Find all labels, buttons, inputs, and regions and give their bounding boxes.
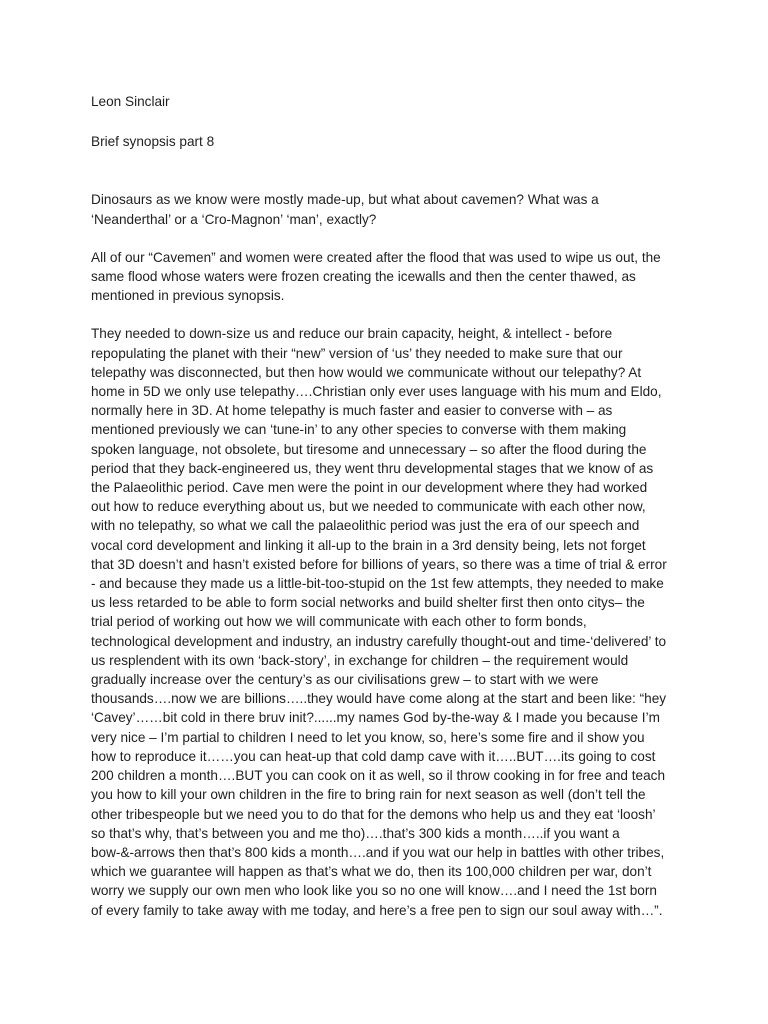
paragraph-line: ‘Cavey’……bit cold in there bruv init?......my names God by-the-way & I made you because I’m (91, 710, 660, 726)
author-name: Leon Sinclair (91, 94, 170, 109)
paragraph-line: you how to kill your own children in the fire to bring rain for next season as well (don’t tell the (91, 787, 646, 803)
paragraph-line: telepathy was disconnected, but then how would we communicate without our telepathy? At (91, 364, 642, 380)
paragraph-line: bow-&-arrows then that’s 800 kids a month….and if you wat our help in battles with other tribes, (91, 844, 665, 860)
paragraph-line: out how to reduce everything about us, but we needed to communicate with each other now, (91, 499, 646, 515)
document-subtitle: Brief synopsis part 8 (91, 134, 215, 150)
paragraph-line: the Palaeolithic period. Cave men were the point in our development where they had worked (91, 480, 648, 496)
paragraph-line: worry we supply our own men who look like you so no one will know….and I need the 1st born (91, 883, 657, 899)
paragraph-line: us less retarded to be able to form social networks and build shelter first then onto citys– the (91, 595, 645, 611)
document-page (91, 92, 681, 939)
paragraph-line: us resplendent with its own ‘back-story’, in exchange for children – the requirement would (91, 652, 629, 668)
document-body (91, 190, 681, 919)
paragraph-line: mentioned previously we can ‘tune-in’ to any other species to converse with them making (91, 422, 627, 438)
paragraph-line: very nice – I’m partial to children I need to let you know, so, here’s some fire and il show you (91, 729, 645, 745)
paragraph-line: 200 children a month….BUT you can cook on it as well, so il throw cooking in for free and teach (91, 768, 666, 784)
paragraph-line: repopulating the planet with their “new” version of ‘us’ they needed to make sure that our (91, 345, 623, 361)
paragraph-line: thousands….now we are billions…..they would have come along at the start and been like: “hey (91, 691, 667, 707)
paragraph-line: which we guarantee will happen as that’s what we do, then its 100,000 children per war, don’t (91, 864, 652, 880)
paragraph-line: with no telepathy, so what we call the palaeolithic period was just the era of our speech and (91, 518, 640, 534)
paragraph-line: vocal cord development and linking it all-up to the brain in a 3rd density being, lets not forget (91, 537, 646, 553)
paragraph-line: that 3D doesn’t and hasn’t existed before for billions of years, so there was a time of trial & error (91, 556, 667, 572)
paragraph-line: technological development and industry, an industry carefully thought-out and time-‘delivered’ to (91, 633, 667, 649)
paragraph-line: other tribespeople but we need you to do that for the demons who help us and they eat ‘loosh’ (91, 806, 656, 822)
paragraph-line: trial period of working out how we will communicate with each other to form bonds, (91, 614, 587, 630)
paragraph-line: of every family to take away with me today, and here’s a free pen to sign our soul away with…”. (91, 902, 663, 918)
paragraph-line: period that they back-engineered us, they went thru developmental stages that we know of as (91, 460, 654, 476)
paragraph-line: same flood whose waters were frozen creating the icewalls and then the center thawed, as (91, 269, 636, 285)
paragraph-line: so that’s why, that’s between you and me tho)….that’s 300 kids a month…..if you want a (91, 825, 620, 841)
body-paragraph (91, 324, 681, 919)
paragraph-line: Dinosaurs as we know were mostly made-up, but what about cavemen? What was a (91, 192, 599, 208)
paragraph-line: normally here in 3D. At home telepathy is much faster and easier to converse with – as (91, 403, 613, 419)
paragraph-line: how to reproduce it……you can heat-up that cold damp cave with it…..BUT….its going to cost (91, 748, 656, 764)
paragraph-line: - and because they made us a little-bit-too-stupid on the 1st few attempts, they needed to make (91, 576, 664, 592)
paragraph-line: ‘Neanderthal’ or a ‘Cro-Magnon’ ‘man’, exactly? (91, 211, 377, 227)
paragraph-line: mentioned in previous synopsis. (91, 288, 285, 304)
paragraph-line: home in 5D we only use telepathy….Christian only ever uses language with his mum and Eldo, (91, 384, 662, 400)
paragraph-line: gradually increase over the century’s as our civilisations grew – to start with we were (91, 672, 599, 688)
paragraph-line: They needed to down-size us and reduce our brain capacity, height, & intellect - before (91, 326, 613, 342)
body-paragraph (91, 190, 681, 228)
body-paragraph (91, 248, 681, 306)
paragraph-line: All of our “Cavemen” and women were created after the flood that was used to wipe us out, the (91, 249, 661, 265)
paragraph-line: spoken language, not obsolete, but tiresome and unnecessary – so after the flood during the (91, 441, 647, 457)
